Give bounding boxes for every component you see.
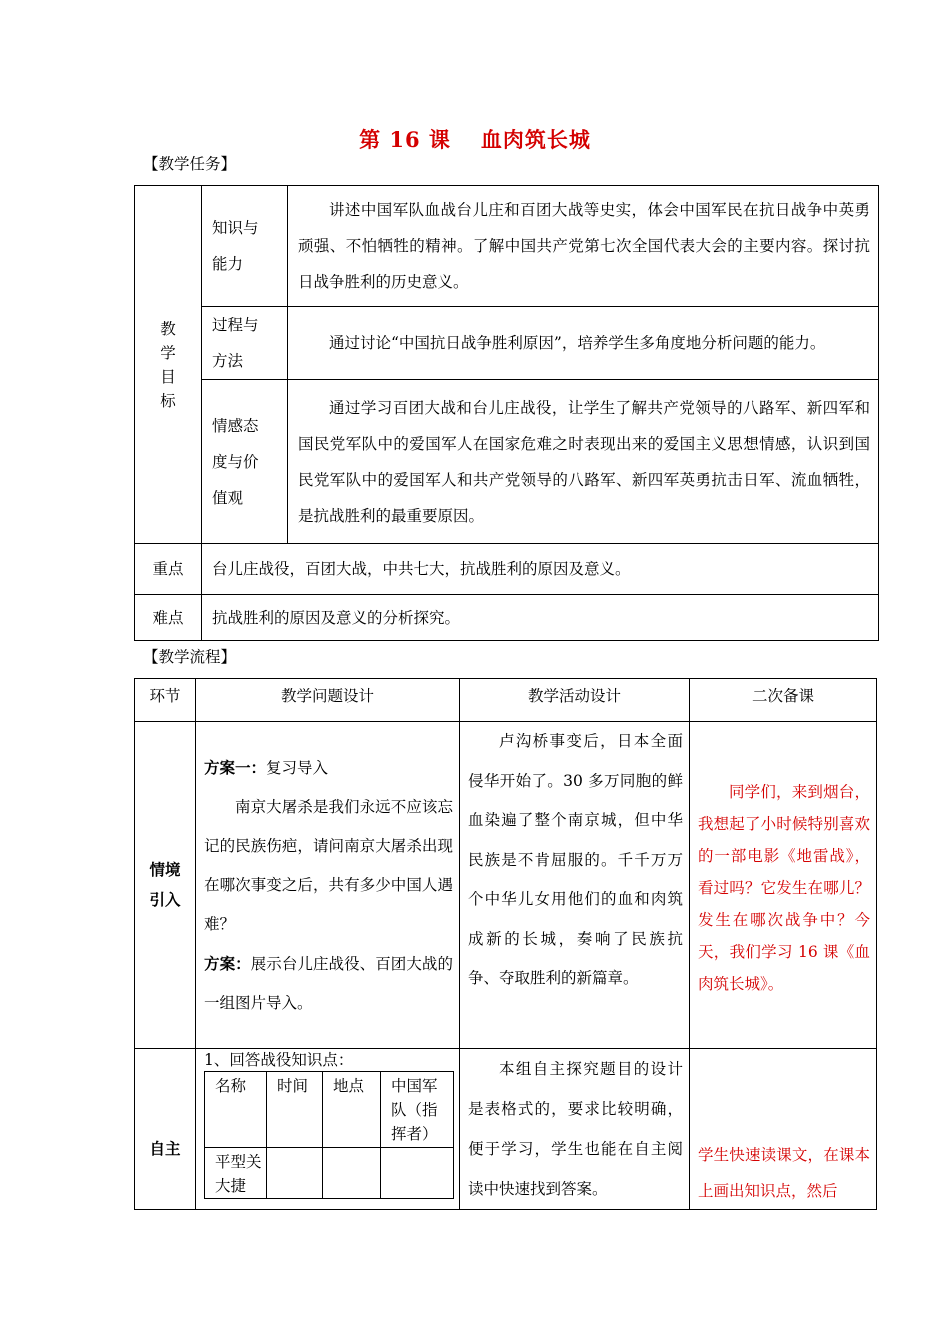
battle-col-name: 名称: [205, 1072, 267, 1148]
battle-row: [205, 1148, 454, 1199]
objective-content-process: 通过讨论“中国抗日战争胜利原因”，培养学生多角度地分析问题的能力。: [288, 307, 879, 380]
page-title: [0, 124, 950, 154]
battle-row-name: 平型关大捷: [205, 1148, 267, 1199]
objective-label-attitude: 情感态 度与价 值观: [202, 380, 288, 544]
key-point-label: 重点: [135, 544, 202, 595]
plan1: 方案一：复习导入: [204, 757, 329, 777]
flow-header-row: [135, 679, 877, 722]
flow-row-intro: [135, 722, 877, 1049]
objectives-table: [134, 185, 879, 641]
section-heading-flow: 【教学流程】: [143, 648, 237, 666]
battle-table-header: [205, 1072, 454, 1148]
lesson-number: 第 16 课: [359, 127, 451, 152]
objective-content-knowledge: 讲述中国军队血战台儿庄和百团大战等史实，体会中国军民在抗日战争中英勇顽强、不怕牺牲的精神。了解中国共产党第七次全国代表大会的主要内容。探讨抗日战争胜利的历史意义。: [288, 186, 879, 307]
objective-label-process: 过程与 方法: [202, 307, 288, 380]
stage-self: 自主: [135, 1049, 196, 1210]
battle-row-time: [267, 1148, 323, 1199]
lesson-name: 血肉筑长城: [480, 127, 591, 152]
self-question-cell: [196, 1049, 460, 1210]
flow-row-self: [135, 1049, 877, 1210]
intro-notes: 同学们，来到烟台，我想起了小时候特别喜欢的一部电影《地雷战》，看过吗？它发生在哪儿？发生在哪次战争中？今天，我们学习 16 课《血肉筑长城》。: [690, 722, 877, 1049]
plan2: 方案：展示台儿庄战役、百团大战的一组图片导入。: [204, 953, 453, 1012]
header-stage: 环节: [135, 679, 196, 722]
difficulty-content: 抗战胜利的原因及意义的分析探究。: [202, 595, 879, 641]
flow-table: [134, 678, 877, 1210]
battle-col-time: 时间: [267, 1072, 323, 1148]
intro-question-cell: [196, 722, 460, 1049]
battle-row-army: [381, 1148, 454, 1199]
stage-intro: 情境 引入: [135, 722, 196, 1049]
header-question: 教学问题设计: [196, 679, 460, 722]
self-activity: 本组自主探究题目的设计是表格式的，要求比较明确，便于学习，学生也能在自主阅读中快速找到答案。: [460, 1049, 690, 1210]
intro-activity: 卢沟桥事变后，日本全面侵华开始了。30 多万同胞的鲜血染遍了整个南京城，但中华民族是不肯屈服的。千千万万个中华儿女用他们的血和肉筑成新的长城，奏响了民族抗争、夺取胜利的新篇章。: [460, 722, 690, 1049]
self-task: 1、回答战役知识点：: [204, 1051, 354, 1069]
header-notes: 二次备课: [690, 679, 877, 722]
header-activity: 教学活动设计: [460, 679, 690, 722]
battle-col-place: 地点: [323, 1072, 381, 1148]
objective-label-knowledge: 知识与 能力: [202, 186, 288, 307]
battle-row-place: [323, 1148, 381, 1199]
difficulty-label: 难点: [135, 595, 202, 641]
objective-content-attitude: 通过学习百团大战和台儿庄战役，让学生了解共产党领导的八路军、新四军和国民党军队中的爱国军人在国家危难之时表现出来的爱国主义思想情感，认识到国民党军队中的爱国军人和共产党领导的八路军、新四军英勇抗击日军、流血牺牲，是抗战胜利的最重要原因。: [288, 380, 879, 544]
self-notes: 学生快速读课文，在课本上画出知识点，然后: [690, 1049, 877, 1210]
objectives-group-label: 教 学 目 标: [135, 186, 202, 544]
key-point-content: 台儿庄战役，百团大战，中共七大，抗战胜利的原因及意义。: [202, 544, 879, 595]
section-heading-tasks: 【教学任务】: [143, 155, 237, 173]
battle-table: [204, 1071, 454, 1199]
battle-col-army: 中国军队（指挥者）: [381, 1072, 454, 1148]
intro-question: 南京大屠杀是我们永远不应该忘记的民族伤疤，请问南京大屠杀出现在哪次事变之后，共有多少中国人遇难？: [204, 797, 453, 933]
